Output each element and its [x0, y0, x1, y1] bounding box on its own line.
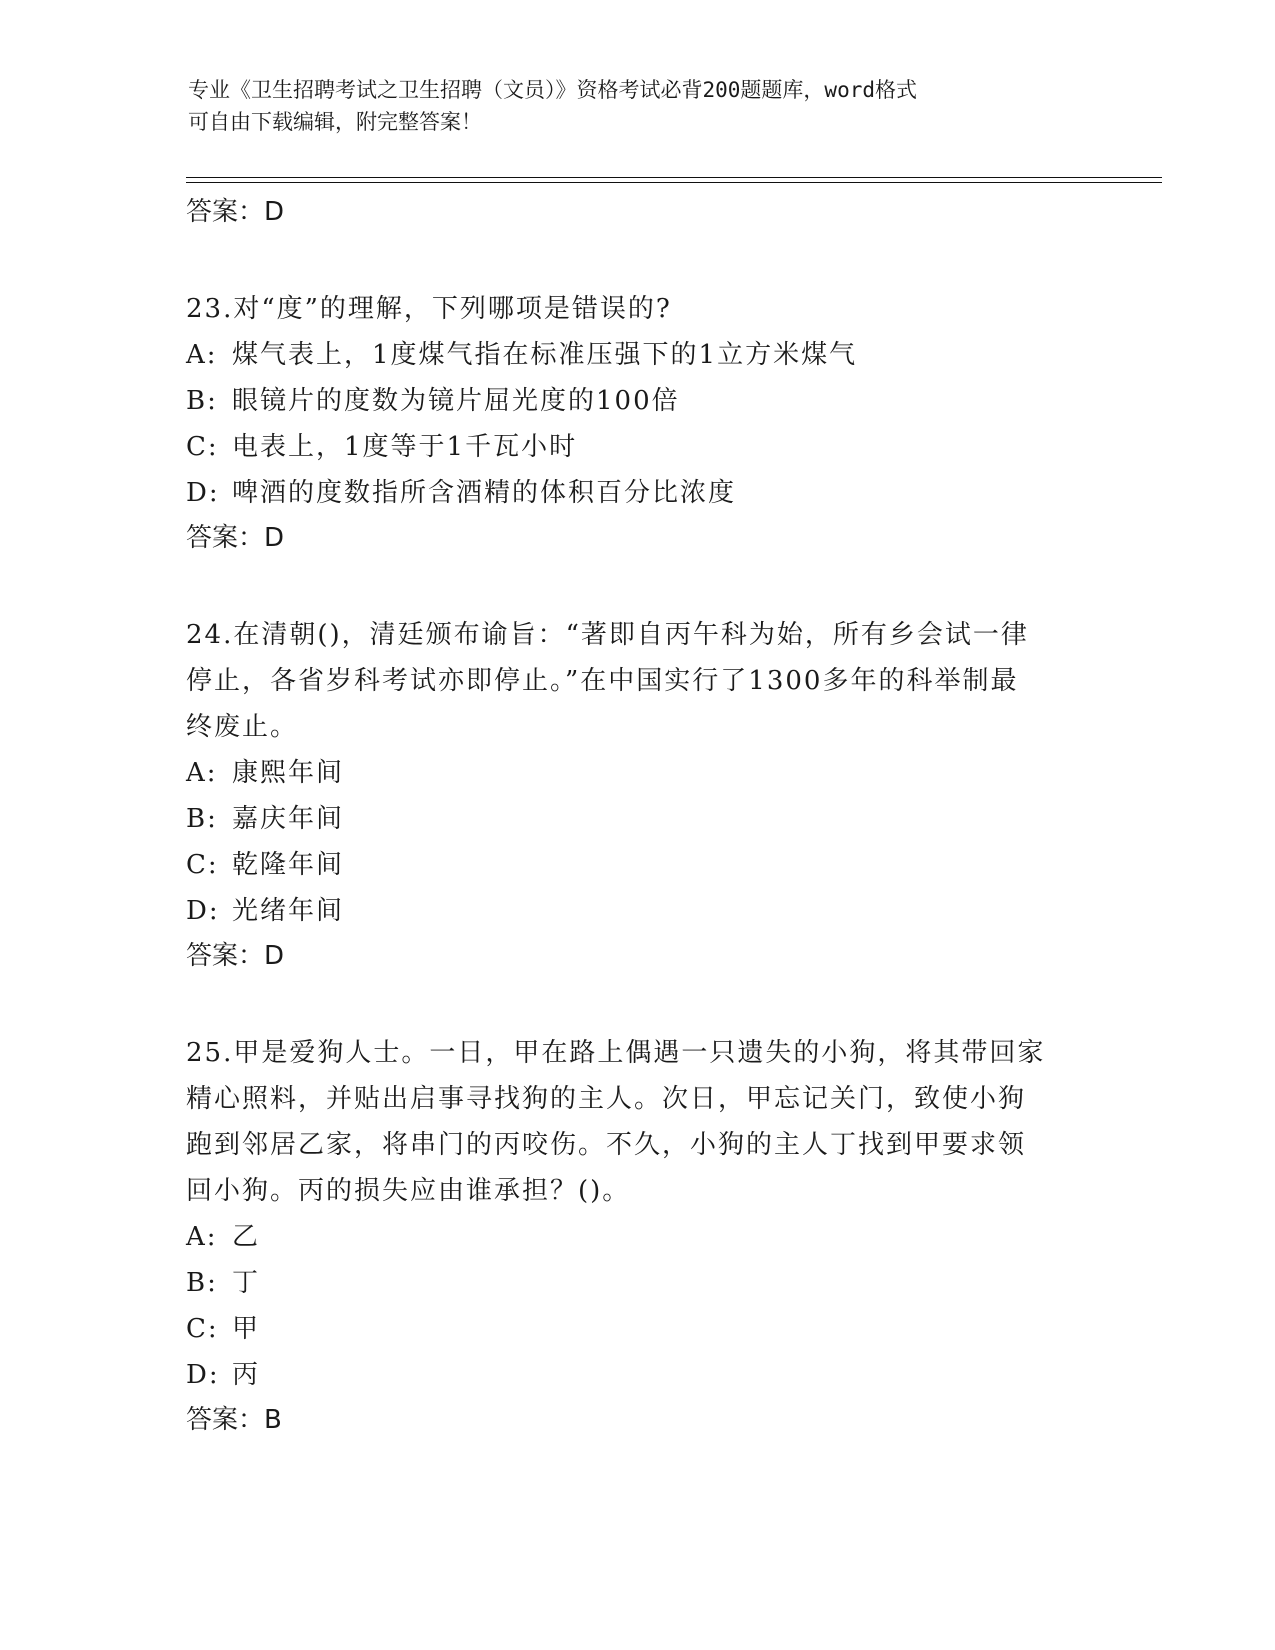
option-text: 丙: [232, 1360, 261, 1390]
option-c: [186, 424, 1086, 470]
spacer: [186, 986, 1086, 1030]
option-letter: C:: [186, 850, 219, 880]
option-text: 嘉庆年间: [232, 804, 345, 834]
option-d: [186, 1352, 1086, 1398]
option-letter: B:: [186, 386, 218, 416]
answer-label: 答案：D: [186, 523, 285, 553]
option-a: [186, 750, 1086, 796]
answer-label: 答案：B: [186, 1405, 282, 1435]
option-text: 丁: [232, 1268, 261, 1298]
header-divider-top: [186, 177, 1162, 178]
header-line-2: 可自由下载编辑，附完整答案！: [188, 110, 482, 134]
option-text: 眼镜片的度数为镜片屈光度的100倍: [232, 386, 680, 416]
question-text: 跑到邻居乙家，将串门的丙咬伤。不久，小狗的主人丁找到甲要求领: [186, 1130, 1027, 1160]
question-25: [186, 1030, 1086, 1450]
option-text: 康熙年间: [232, 758, 345, 788]
option-d: [186, 888, 1086, 934]
option-letter: C:: [186, 1314, 219, 1344]
header-divider-bottom: [186, 182, 1162, 183]
option-letter: A:: [186, 340, 218, 370]
question-text: 回小狗。丙的损失应由谁承担？()。: [186, 1176, 631, 1206]
option-letter: A:: [186, 758, 218, 788]
question-text: 精心照料，并贴出启事寻找狗的主人。次日，甲忘记关门，致使小狗: [186, 1084, 1027, 1114]
answer-label: 答案：D: [186, 941, 285, 971]
document-body: [186, 190, 1086, 1450]
option-letter: B:: [186, 1268, 218, 1298]
option-text: 电表上，1度等于1千瓦小时: [232, 432, 578, 462]
option-letter: B:: [186, 804, 218, 834]
option-text: 乙: [232, 1222, 261, 1252]
option-b: [186, 1260, 1086, 1306]
option-a: [186, 1214, 1086, 1260]
option-letter: C:: [186, 432, 219, 462]
question-23: [186, 286, 1086, 568]
question-text: 终废止。: [186, 712, 299, 742]
answer-label: 答案：D: [186, 197, 285, 227]
option-letter: D:: [186, 1360, 220, 1390]
document-header: [188, 74, 1088, 138]
option-b: [186, 378, 1086, 424]
question-text: 23.对“度”的理解，下列哪项是错误的?: [186, 294, 672, 324]
spacer: [186, 242, 1086, 286]
option-b: [186, 796, 1086, 842]
option-text: 啤酒的度数指所含酒精的体积百分比浓度: [232, 478, 737, 508]
option-d: [186, 470, 1086, 516]
option-text: 乾隆年间: [232, 850, 345, 880]
option-letter: D:: [186, 896, 220, 926]
option-a: [186, 332, 1086, 378]
question-24: [186, 612, 1086, 986]
option-letter: A:: [186, 1222, 218, 1252]
option-c: [186, 842, 1086, 888]
option-text: 光绪年间: [232, 896, 345, 926]
question-text: 25.甲是爱狗人士。一日，甲在路上偶遇一只遗失的小狗，将其带回家: [186, 1038, 1046, 1068]
header-line-1: 专业《卫生招聘考试之卫生招聘（文员）》资格考试必背200题题库，word格式: [188, 78, 917, 102]
option-text: 煤气表上，1度煤气指在标准压强下的1立方米煤气: [232, 340, 858, 370]
question-text: 24.在清朝()，清廷颁布谕旨：“著即自丙午科为始，所有乡会试一律: [186, 620, 1029, 650]
question-text: 停止，各省岁科考试亦即停止。”在中国实行了1300多年的科举制最: [186, 666, 1019, 696]
option-text: 甲: [232, 1314, 261, 1344]
option-c: [186, 1306, 1086, 1352]
option-letter: D:: [186, 478, 220, 508]
spacer: [186, 568, 1086, 612]
